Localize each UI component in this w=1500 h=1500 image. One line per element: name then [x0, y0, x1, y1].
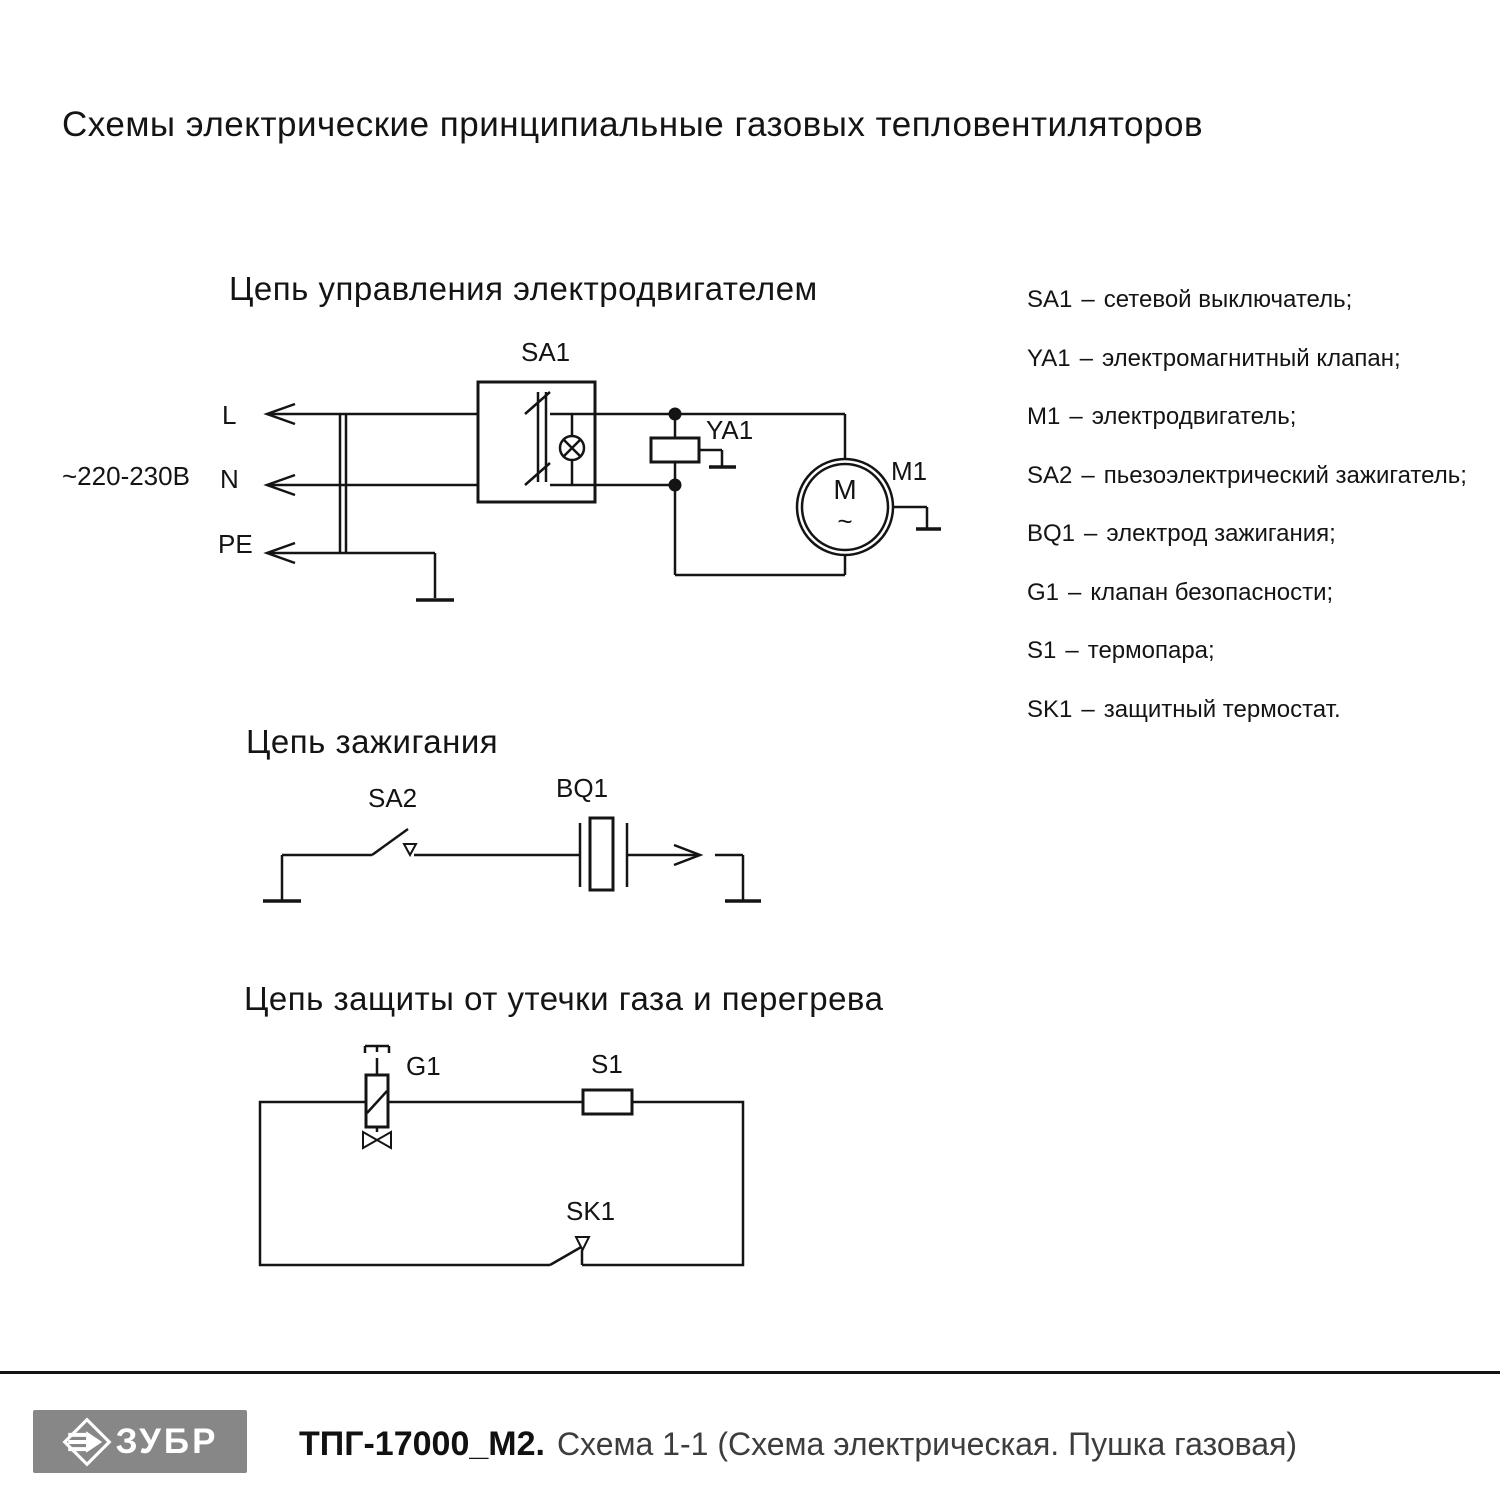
zubr-bison-icon — [62, 1417, 112, 1467]
m1-label: M1 — [891, 456, 928, 486]
switch-blade — [550, 1246, 583, 1265]
legend-separator: – — [1081, 696, 1095, 723]
model-number: ТПГ-17000_М2. — [299, 1425, 545, 1463]
legend-key: SA2 — [1027, 462, 1073, 489]
right-terminal-drop — [715, 855, 743, 900]
legend-key: YA1 — [1027, 345, 1071, 372]
motor-letter: M — [833, 474, 857, 505]
s1-thermocouple-symbol — [583, 1090, 632, 1114]
legend-desc: электрод зажигания; — [1106, 520, 1336, 547]
motor-ground-lead — [893, 507, 927, 528]
ignition-circuit-title: Цепь зажигания — [246, 723, 499, 760]
g1-label: G1 — [406, 1051, 441, 1081]
supply-voltage-label: ~220-230В — [62, 461, 190, 491]
legend-desc: электродвигатель; — [1091, 403, 1297, 430]
sk1-label: SK1 — [566, 1196, 616, 1226]
switch-contact-icon — [404, 844, 416, 855]
sa1-label: SA1 — [521, 337, 571, 367]
ya1-label: YA1 — [706, 415, 754, 445]
motor-control-circuit — [267, 382, 941, 600]
legend-separator: – — [1081, 286, 1095, 313]
legend-separator: – — [1068, 579, 1082, 606]
cable-pair-link — [340, 414, 346, 553]
footer-divider — [0, 1371, 1500, 1374]
protection-circuit — [260, 1046, 743, 1265]
loop-wire-left — [260, 1102, 550, 1265]
brand-name: ЗУБР — [115, 1421, 219, 1461]
motor-return-wire — [675, 555, 845, 575]
legend-separator: – — [1065, 637, 1079, 664]
legend-key: BQ1 — [1027, 520, 1076, 547]
piezo-element — [590, 818, 613, 890]
legend-desc: электромагнитный клапан; — [1101, 345, 1401, 372]
terminal-n-label: N — [220, 464, 239, 494]
ya1-coil — [651, 438, 699, 462]
legend-desc: защитный термостат. — [1103, 696, 1341, 723]
motor-outer-circle — [797, 459, 893, 555]
ya1-valve-symbol — [651, 414, 736, 575]
motor-ac-sign: ~ — [837, 506, 853, 536]
bq1-label: BQ1 — [556, 773, 609, 803]
legend-key: SK1 — [1027, 696, 1073, 723]
zubr-logo — [33, 1410, 247, 1473]
legend-desc: клапан безопасности; — [1090, 579, 1334, 606]
sensor-tip-icon — [365, 1046, 389, 1053]
terminal-l-label: L — [222, 400, 237, 430]
motor-inner-circle — [802, 464, 888, 550]
bq1-electrode-symbol — [580, 818, 627, 890]
sk1-thermostat-symbol — [550, 1237, 589, 1265]
legend-key: M1 — [1027, 403, 1061, 430]
legend-desc: термопара; — [1087, 637, 1215, 664]
terminal-pe-label: PE — [218, 529, 253, 559]
switch-blade — [372, 829, 408, 855]
sa2-switch-symbol — [372, 829, 416, 855]
loop-wire-right — [582, 1102, 743, 1265]
legend-separator: – — [1081, 462, 1095, 489]
control-circuit-title: Цепь управления электродвигателем — [229, 270, 818, 307]
legend-desc: сетевой выключатель; — [1103, 286, 1353, 313]
legend-separator: – — [1069, 403, 1083, 430]
m1-motor-symbol — [675, 414, 941, 575]
valve-bowtie-icon — [363, 1132, 377, 1148]
legend-key: SA1 — [1027, 286, 1073, 313]
legend-separator: – — [1084, 520, 1098, 547]
ignition-circuit — [263, 818, 761, 901]
footer-caption — [299, 1425, 1297, 1464]
valve-bowtie-icon — [377, 1132, 391, 1148]
scheme-caption: Схема 1-1 (Схема электрическая. Пушка газовая) — [556, 1426, 1298, 1462]
page-title: Схемы электрические принципиальные газовых тепловентиляторов — [62, 105, 1204, 144]
sa2-label: SA2 — [368, 783, 418, 813]
g1-safety-valve-symbol — [363, 1046, 391, 1148]
legend-key: S1 — [1027, 637, 1057, 664]
ya1-ground-lead — [699, 450, 722, 466]
legend-key: G1 — [1027, 579, 1060, 606]
s1-label: S1 — [591, 1049, 623, 1079]
legend-desc: пьезоэлектрический зажигатель; — [1103, 462, 1467, 489]
protection-circuit-title: Цепь защиты от утечки газа и перегрева — [244, 980, 884, 1017]
legend-separator: – — [1079, 345, 1093, 372]
